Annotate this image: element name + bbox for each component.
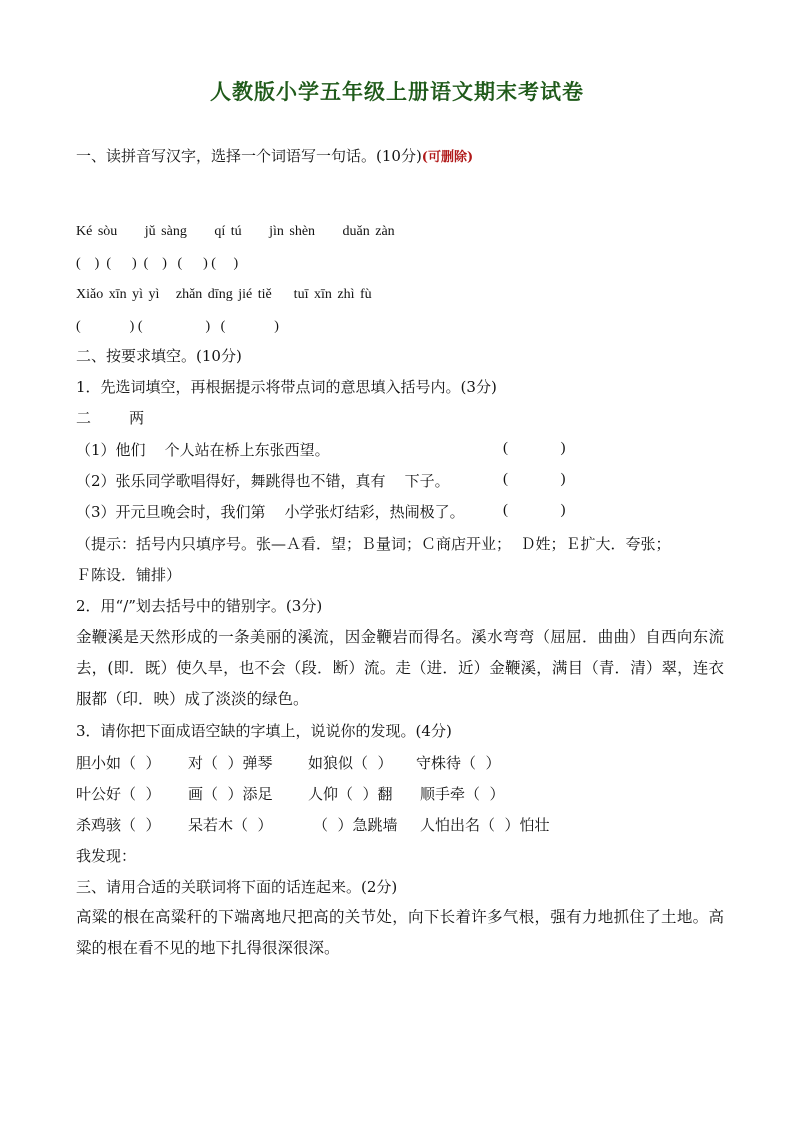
exam-title: 人教版小学五年级上册语文期末考试卷 (210, 79, 584, 104)
section2-heading: 二、按要求填空。(10分) (76, 347, 242, 365)
hint-line-2: Ｆ陈设．铺排） (76, 566, 182, 584)
sentence-1-answer-bracket: ( ) (503, 440, 566, 456)
idiom-1-3: 如狼似（ ） (308, 754, 393, 772)
section3-passage: 高粱的根在高粱秆的下端离地尺把高的关节处，向下长着许多气根，强有力地抓住了土地。高粱的根在看不见的地下扎得很深很深。 (76, 908, 724, 957)
section1-heading: 一、读拼音写汉字，选择一个词语写一句话。(10分) (76, 147, 422, 165)
pinyin-row-2: Xiǎo xīn yì yì zhǎn dīng jié tiě tuī xīn zhì fù (76, 287, 372, 302)
hint-line-1: （提示：括号内只填序号。张—Ａ看．望；Ｂ量词；Ｃ商店开业； Ｄ姓；Ｅ扩大．夸张； (76, 535, 671, 553)
question-2: 2．用“/”划去括号中的错别字。(3分) (76, 597, 323, 615)
idiom-1-4: 守株待（ ） (416, 754, 501, 772)
idiom-2-1: 叶公好（ ） (76, 785, 161, 803)
sentence-1: （1）他们 个人站在桥上东张西望。 (76, 441, 330, 459)
answer-brackets-row-1: ( ) ( ) ( ) ( ) ( ) (76, 256, 239, 271)
sentence-2-answer-bracket: ( ) (503, 471, 566, 487)
idiom-2-2: 画（ ）添足 (188, 785, 273, 803)
deletable-note: (可删除) (421, 150, 474, 165)
answer-brackets-row-2: ( ) ( ) ( ) (76, 319, 279, 334)
section1-heading-row (76, 146, 473, 168)
idiom-2-4: 顺手牵（ ） (420, 785, 505, 803)
question-3: 3．请你把下面成语空缺的字填上，说说你的发现。(4分) (76, 722, 452, 740)
idiom-1-2: 对（ ）弹琴 (188, 754, 273, 772)
question-1: 1．先选词填空，再根据提示将带点词的意思填入括号内。(3分) (76, 378, 497, 396)
idiom-3-2: 呆若木（ ） (188, 816, 273, 834)
sentence-3: （3）开元旦晚会时，我们第 小学张灯结彩，热闹极了。 (76, 503, 465, 521)
sentence-2: （2）张乐同学歌唱得好，舞跳得也不错，真有 下子。 (76, 472, 450, 490)
word-options: 二 两 (76, 409, 145, 427)
sentence-3-answer-bracket: ( ) (503, 502, 566, 518)
section3-heading: 三、请用合适的关联词将下面的话连起来。(2分) (76, 878, 398, 896)
idiom-3-3: （ ）急跳墙 (313, 816, 398, 834)
idiom-3-4: 人怕出名（ ）怕壮 (420, 816, 550, 834)
idiom-2-3: 人仰（ ）翻 (308, 785, 393, 803)
idiom-3-1: 杀鸡骇（ ） (76, 816, 161, 834)
question-2-passage: 金鞭溪是天然形成的一条美丽的溪流，因金鞭岩而得名。溪水弯弯（屈屈．曲曲）自西向东流去，(即．既）使久旱，也不会（段．断）流。走（进．近）金鞭溪，满目（青．清）翠，连衣服都（印．映）成了淡淡的绿色。 (76, 628, 724, 708)
discovery-prompt: 我发现： (76, 847, 137, 865)
idiom-1-1: 胆小如（ ） (76, 754, 161, 772)
pinyin-row-1: Ké sòu jǔ sàng qí tú jìn shèn duǎn zàn (76, 224, 395, 239)
